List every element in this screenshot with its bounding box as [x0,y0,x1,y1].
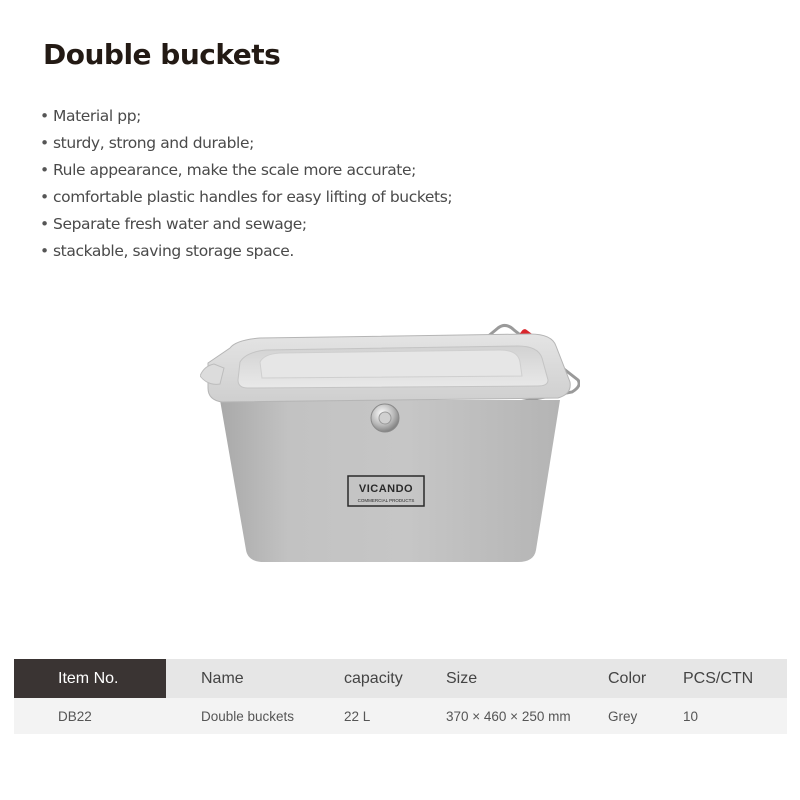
header-color: Color [608,669,647,687]
header-size: Size [446,669,478,687]
header-pcs-ctn: PCS/CTN [683,669,754,687]
feature-text: Material pp; [53,107,141,125]
brand-name: VICANDO [358,483,414,495]
feature-item [40,238,452,265]
table-header-row [14,659,787,698]
header-item-no: Item No. [14,659,166,698]
double-bucket-image [200,318,580,588]
bullet: • [40,134,49,152]
bullet: • [40,188,49,206]
cell-size: 370 × 460 × 250 mm [446,708,571,724]
feature-item [40,157,452,184]
feature-text: Rule appearance, make the scale more accurate; [53,161,416,179]
feature-item [40,184,452,211]
feature-text: comfortable plastic handles for easy lifting of buckets; [53,188,453,206]
feature-text: stackable, saving storage space. [53,242,294,260]
feature-item [40,103,452,130]
spec-table [14,659,787,734]
bullet: • [40,161,49,179]
bullet: • [40,107,49,125]
brand-subtitle: COMMERCIAL PRODUCTS [357,498,415,503]
feature-list [40,103,452,265]
cell-item-no: DB22 [58,708,92,724]
cell-capacity: 22 L [344,708,371,724]
table-row [14,698,787,734]
pour-spout [200,364,224,384]
bullet: • [40,215,49,233]
product-image [200,318,580,588]
feature-item [40,130,452,157]
cell-color: Grey [608,708,638,724]
feature-item [40,211,452,238]
feature-text: Separate fresh water and sewage; [53,215,307,233]
cell-name: Double buckets [201,708,295,724]
page-title: Double buckets [43,38,281,71]
bullet: • [40,242,49,260]
feature-text: sturdy, strong and durable; [53,134,254,152]
cell-pcs-ctn: 10 [683,708,699,724]
header-capacity: capacity [344,669,403,687]
header-name: Name [201,669,244,687]
bucket-divider [260,350,522,378]
